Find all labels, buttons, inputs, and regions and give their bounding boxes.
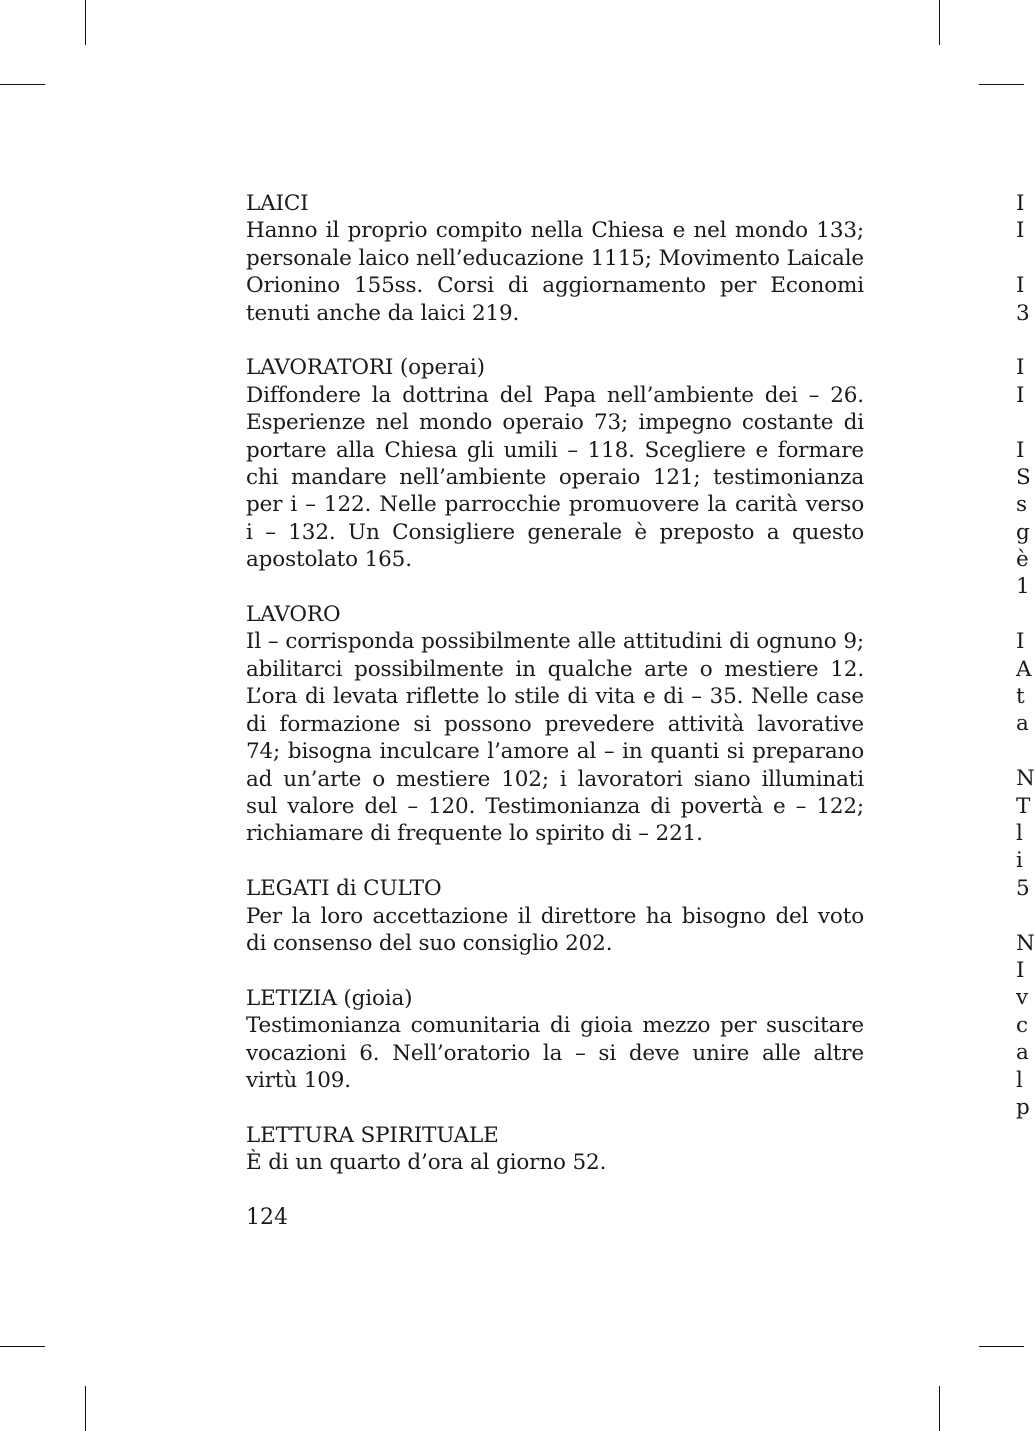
bleed-letter: v — [1016, 985, 1029, 1011]
heading-qualifier: (gioia) — [336, 985, 413, 1011]
bleed-letter: a — [1016, 1040, 1029, 1066]
bleed-letter: N — [1016, 766, 1035, 792]
crop-mark-left-top — [0, 84, 45, 85]
index-column — [246, 190, 864, 1204]
bleed-letter: g — [1016, 519, 1030, 545]
index-entry-legati-di-culto — [246, 875, 864, 957]
bleed-letter: l — [1016, 1067, 1023, 1093]
heading-qualifier: (operai) — [393, 355, 485, 381]
heading-text: LAVORO — [246, 602, 341, 628]
bleed-letter: s — [1016, 492, 1028, 518]
bleed-letter: N — [1016, 930, 1035, 956]
heading-text: LAVORATORI — [246, 355, 394, 381]
entry-text: Diffondere la dottrina del Papa nell’ambiente dei – 26. Esperienze nel mondo operaio 73; impegno costante di portare alla Chiesa gli umili – 118. Scegliere e formare chi mandare nell’ambiente operaio 121; testimonianza per i – 122. Nelle parrocchie promuovere la carità verso i – 132. Un Consigliere generale è preposto a questo apostolato 165. — [246, 382, 864, 573]
entry-heading — [246, 1122, 864, 1149]
index-entry-laici — [246, 190, 864, 327]
bleed-letter: I — [1016, 218, 1025, 244]
bleed-letter: A — [1016, 656, 1032, 682]
entry-heading — [246, 354, 864, 381]
bleed-letter: i — [1016, 848, 1023, 874]
entry-text: È di un quarto d’ora al giorno 52. — [246, 1150, 607, 1176]
crop-mark-top-left — [85, 0, 86, 45]
crop-mark-right-top — [979, 84, 1024, 85]
bleed-letter: l — [1016, 820, 1023, 846]
heading-text: LEGATI di CULTO — [246, 876, 442, 902]
bleed-letter — [1016, 601, 1024, 628]
entry-heading — [246, 190, 864, 217]
bleed-letter: è — [1016, 547, 1029, 573]
bleed-letter — [1016, 409, 1024, 436]
bleed-letter: 1 — [1016, 574, 1030, 600]
index-entry-lettura-spirituale — [246, 1122, 864, 1177]
bleed-letter: a — [1016, 711, 1029, 737]
bleed-letter: I — [1016, 437, 1025, 463]
entry-heading — [246, 601, 864, 628]
entry-text: Testimonianza comunitaria di gioia mezzo per suscitare vocazioni 6. Nell’oratorio la – si deve unire alle altre virtù 109. — [246, 1013, 864, 1093]
bleed-letter: 5 — [1016, 875, 1030, 901]
bleed-letter: 3 — [1016, 300, 1030, 326]
crop-mark-top-right — [939, 0, 940, 45]
heading-text: LETTURA SPIRITUALE — [246, 1122, 499, 1148]
bleed-letter: I — [1016, 382, 1025, 408]
heading-text: LETIZIA — [246, 985, 337, 1011]
bleed-letter: S — [1016, 464, 1031, 490]
bleed-letter: t — [1016, 684, 1025, 710]
entry-text: Il – corrisponda possibilmente alle attitudini di ognuno 9; abilitarci possibilmente in qualche arte o mestiere 12. L’ora di levata riflette lo stile di vita e di – 35. Nelle case di formazione si possono prevedere attività lavorative 74; bisogna inculcare l’amore al – in quanti si preparano ad un’arte o mestiere 102; i lavoratori siano illuminati sul valore del – 120. Testimonianza di povertà e – 122; richiamare di frequente lo spirito di – 221. — [246, 629, 864, 847]
entry-text: Hanno il proprio compito nella Chiesa e nel mondo 133; personale laico nell’educazione 1115; Movimento Laicale Orionino 155ss. Corsi di aggiornamento per Economi tenuti anche da laici 219. — [246, 218, 864, 326]
bleed-letter — [1016, 902, 1024, 929]
index-entry-lavoro — [246, 601, 864, 848]
crop-mark-right-bottom — [979, 1346, 1024, 1347]
index-entry-lavoratori — [246, 354, 864, 573]
facing-page-bleed — [1016, 190, 1035, 1121]
bleed-letter: I — [1016, 191, 1025, 216]
bleed-letter: I — [1016, 273, 1025, 299]
entry-heading — [246, 875, 864, 902]
bleed-letter — [1016, 245, 1024, 272]
bleed-letter: T — [1016, 793, 1031, 819]
bleed-letter: p — [1016, 1094, 1030, 1120]
crop-mark-left-bottom — [0, 1346, 45, 1347]
bleed-letter: I — [1016, 957, 1025, 983]
page-number: 124 — [246, 1205, 288, 1230]
heading-text: LAICI — [246, 191, 309, 216]
crop-mark-bottom-right — [939, 1386, 940, 1431]
crop-mark-bottom-left — [85, 1386, 86, 1431]
entry-text: Per la loro accettazione il direttore ha bisogno del voto di consenso del suo consiglio 202. — [246, 903, 864, 956]
bleed-letter — [1016, 738, 1024, 765]
bleed-letter: I — [1016, 355, 1025, 381]
bleed-letter: I — [1016, 629, 1025, 655]
entry-heading — [246, 985, 864, 1012]
index-entry-letizia — [246, 985, 864, 1095]
bleed-letter — [1016, 327, 1024, 354]
bleed-letter: c — [1016, 1012, 1029, 1038]
